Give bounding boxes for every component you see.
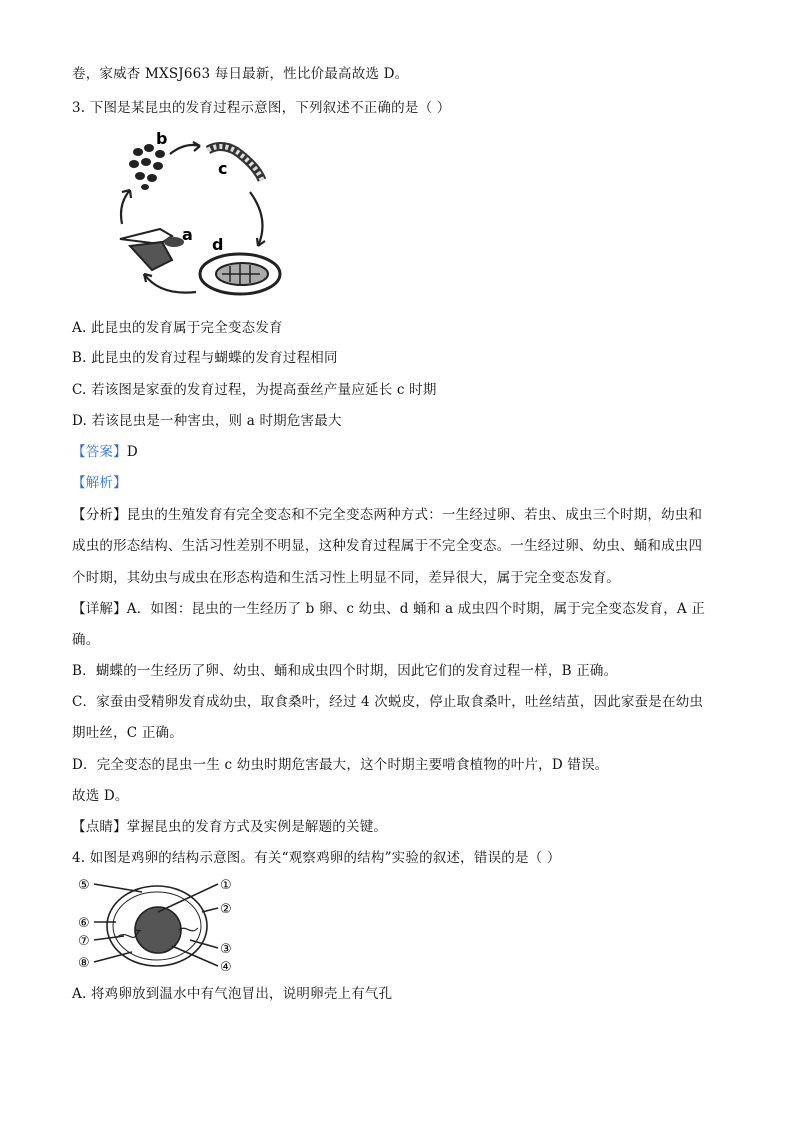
option-c: C. 若该图是家蚕的发育过程，为提高蚕丝产量应延长 c 时期: [72, 382, 437, 398]
option-d: D. 若该昆虫是一种害虫，则 a 时期危害最大: [72, 413, 342, 429]
label-d: d: [212, 235, 224, 254]
label-7: ⑦: [78, 934, 90, 949]
option-b: B. 此昆虫的发育过程与蝴蝶的发育过程相同: [72, 350, 338, 366]
analysis-tag: 【解析】: [72, 475, 127, 491]
larva-icon: [208, 147, 262, 180]
label-6: ⑥: [78, 916, 90, 931]
label-b: b: [156, 129, 168, 148]
answer-tag: 【答案】: [72, 444, 127, 460]
egg-cluster-icon: [129, 144, 165, 190]
detail-line-2: 确。: [72, 632, 100, 648]
label-2: ②: [220, 902, 232, 917]
detail-line-1: 【详解】A．如图：昆虫的一生经历了 b 卵、c 幼虫、d 蛹和 a 成虫四个时期，属于完全变态发育，A 正: [72, 601, 706, 617]
analysis-line-2: 成虫的形态结构、生活习性差别不明显，这种发育过程属于不完全变态。一生经过卵、幼虫、蛹和成虫四: [72, 538, 703, 554]
detail-line-5: 期吐丝，C 正确。: [72, 725, 183, 741]
analysis-line-3: 个时期，其幼虫与成虫在形态构造和生活习性上明显不同，差异很大，属于完全变态发育。: [72, 570, 620, 586]
moth-icon: [120, 229, 184, 270]
detail-line-4: C．家蚕由受精卵发育成幼虫，取食桑叶，经过 4 次蜕皮，停止取食桑叶，吐丝结茧，因此家蚕是在幼虫: [72, 694, 704, 710]
question-4-stem: 4. 如图是鸡卵的结构示意图。有关“观察鸡卵的结构”实验的叙述，错误的是（ ）: [72, 850, 561, 866]
conclusion-line: 故选 D。: [72, 788, 129, 804]
label-8: ⑧: [78, 956, 90, 971]
egg-structure-figure: [72, 872, 242, 976]
detail-line-6: D．完全变态的昆虫一生 c 幼虫时期危害最大，这个时期主要啃食植物的叶片，D 错误。: [72, 757, 609, 773]
insect-life-cycle-figure: [100, 124, 300, 324]
key-point-line: 【点睛】掌握昆虫的发育方式及实例是解题的关键。: [72, 819, 388, 835]
label-a: a: [182, 225, 193, 244]
answer-value: D: [126, 444, 138, 460]
label-1: ①: [220, 878, 232, 893]
answer-line: [72, 442, 138, 462]
q4-option-a: A. 将鸡卵放到温水中有气泡冒出，说明卵壳上有气孔: [72, 986, 393, 1002]
question-3-stem: 3. 下图是某昆虫的发育过程示意图，下列叙述不正确的是（ ）: [72, 100, 451, 116]
analysis-line-1: 【分析】昆虫的生殖发育有完全变态和不完全变态两种方式：一生经过卵、若虫、成虫三个时期，幼虫和: [72, 507, 703, 523]
label-5: ⑤: [78, 878, 90, 893]
pupa-icon: [200, 254, 280, 294]
option-a: A. 此昆虫的发育属于完全变态发育: [72, 320, 283, 336]
analysis-heading: [72, 473, 127, 493]
detail-line-3: B．蝴蝶的一生经历了卵、幼虫、蛹和成虫四个时期，因此它们的发育过程一样，B 正确。: [72, 663, 618, 679]
label-c: c: [218, 159, 228, 178]
label-3: ③: [220, 942, 232, 957]
text-line-1: 卷，家威杏 MXSJ663 每日最新，性比价最高故选 D。: [72, 66, 409, 82]
label-4: ④: [220, 960, 232, 975]
